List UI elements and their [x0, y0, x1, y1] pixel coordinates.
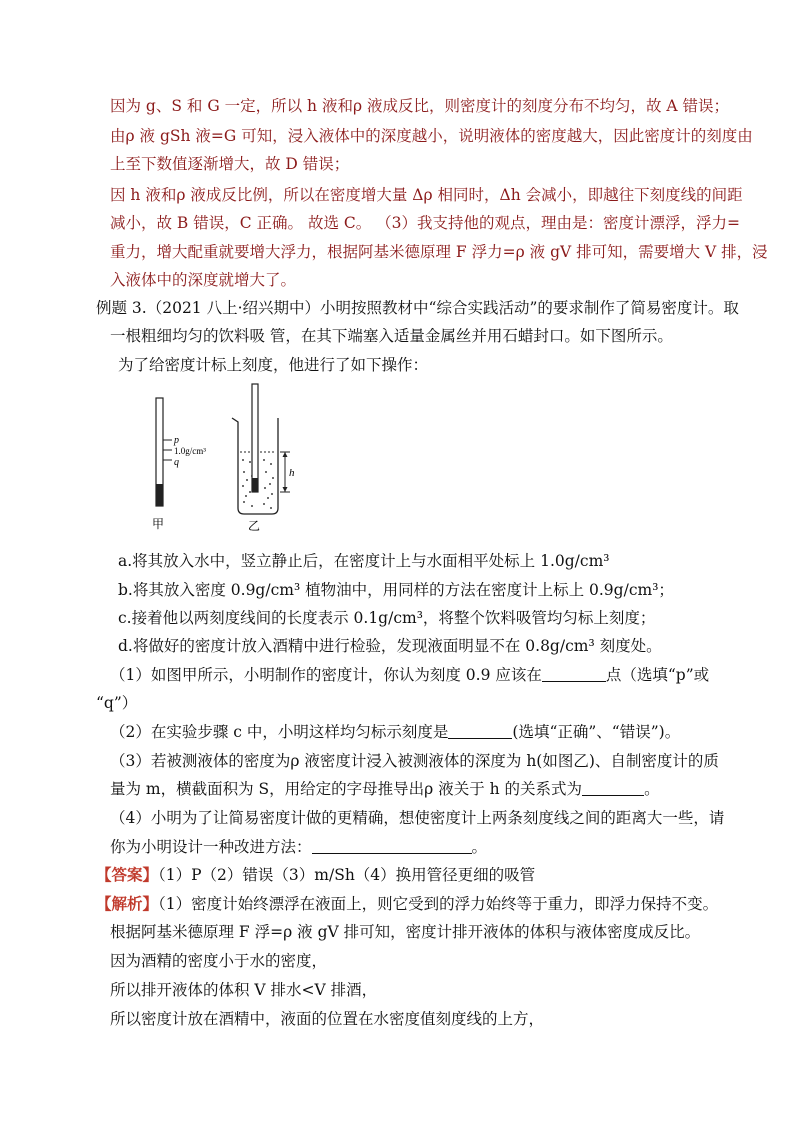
example3-line-3: 为了给密度计标上刻度，他进行了如下操作： [118, 356, 429, 374]
step-d: d.将做好的密度计放入酒精中进行检验，发现液面明显不在 0.8g/cm³ 刻度处。 [118, 637, 662, 655]
question-3-line-1: （3）若被测液体的密度为ρ 液密度计浸入被测液体的深度为 h(如图乙)、自制密度计的质 [110, 752, 719, 770]
answer-blank-2[interactable] [448, 722, 512, 739]
question-4-end: 。 [471, 838, 488, 856]
question-1-line-1 [110, 665, 709, 685]
question-1-text: （1）如图甲所示，小明制作的密度计，你认为刻度 0.9 应该在 [110, 666, 542, 684]
example3-line-2: 一根粗细均匀的饮料吸 管，在其下端塞入适量金属丝并用石蜡封口。如下图所示。 [110, 327, 673, 345]
analysis-tag: 【解析】 [96, 894, 159, 913]
question-4-line-2 [110, 837, 487, 857]
question-1-line-2: “q”） [96, 694, 138, 712]
answer-blank-4[interactable] [312, 837, 472, 854]
question-4-text: 你为小明设计一种改进方法： [110, 838, 312, 856]
caption-yi: 乙 [248, 519, 261, 533]
analysis-line-2: 根据阿基米德原理 F 浮=ρ 液 gV 排可知，密度计排开液体的体积与液体密度成反比。 [110, 923, 701, 941]
analysis-prev-line-6: 重力，增大配重就要增大浮力，根据阿基米德原理 F 浮力=ρ 液 gV 排可知，需要增大 V 排，浸 [110, 243, 768, 261]
label-q: q [174, 457, 179, 468]
analysis-prev-line-4: 因 h 液和ρ 液成反比例，所以在密度增大量 Δρ 相同时，Δh 会减小，即越往下刻度线的间距 [110, 186, 743, 204]
step-c: c.接着他以两刻度线间的长度表示 0.1g/cm³，将整个饮料吸管均匀标上刻度； [118, 609, 656, 627]
densimeter-figure [140, 380, 320, 536]
analysis-prev-line-2: 由ρ 液 gSh 液=G 可知，浸入液体中的深度越小，说明液体的密度越大，因此密度计的刻度由 [110, 127, 753, 145]
analysis-line-3: 因为酒精的密度小于水的密度， [110, 952, 328, 970]
beaker-yi [232, 384, 295, 533]
analysis-line-5: 所以密度计放在酒精中，液面的位置在水密度值刻度线的上方， [110, 1010, 545, 1028]
question-4-line-1: （4）小明为了让简易密度计做的更精确，想使密度计上两条刻度线之间的距离大一些，请 [110, 809, 725, 827]
analysis-text-1: （1）密度计始终漂浮在液面上，则它受到的浮力始终等于重力，即浮力保持不变。 [158, 895, 719, 913]
analysis-line-1 [96, 894, 718, 914]
analysis-prev-line-5: 减小，故 B 错误，C 正确。 故选 C。 （3）我支持他的观点，理由是：密度计漂浮，浮力= [110, 214, 741, 232]
question-1-text-2: 点（选填“p”或 [605, 666, 710, 684]
analysis-prev-line-7: 入液体中的深度就增大了。 [110, 271, 297, 289]
step-b: b.将其放入密度 0.9g/cm³ 植物油中，用同样的方法在密度计上标上 0.9g/cm³； [118, 581, 674, 599]
answer-tag: 【答案】 [96, 865, 159, 884]
densimeter-jia [152, 398, 206, 531]
label-p: p [174, 435, 179, 446]
analysis-prev-line-3: 上至下数值逐渐增大，故 D 错误； [110, 155, 350, 173]
example3-line-1: 例题 3.（2021 八上·绍兴期中）小明按照教材中“综合实践活动”的要求制作了简易密度计。取 [96, 299, 739, 317]
caption-jia: 甲 [152, 517, 165, 531]
question-3-text: 量为 m，横截面积为 S，用给定的字母推导出ρ 液关于 h 的关系式为 [110, 780, 583, 798]
label-mark: 1.0g/cm³ [174, 446, 206, 456]
question-2-text-2: (选填“正确”、“错误”)。 [512, 723, 681, 741]
label-h: h [289, 467, 295, 479]
step-a: a.将其放入水中，竖立静止后，在密度计上与水面相平处标上 1.0g/cm³ [118, 552, 610, 570]
answer-blank-1[interactable] [542, 665, 606, 682]
question-2 [110, 722, 680, 742]
analysis-line-4: 所以排开液体的体积 V 排水<V 排酒， [110, 981, 378, 999]
question-2-text: （2）在实验步骤 c 中，小明这样均匀标示刻度是 [110, 723, 449, 741]
question-3-end: 。 [644, 780, 660, 798]
analysis-prev-line-1: 因为 g、S 和 G 一定，所以 h 液和ρ 液成反比，则密度计的刻度分布不均匀，故 A 错误； [110, 97, 730, 115]
answer-text: （1）P（2）错误（3）m/Sh（4）换用管径更细的吸管 [158, 866, 536, 884]
answer-blank-3[interactable] [582, 779, 644, 796]
question-3-line-2 [110, 779, 660, 799]
answer-line [96, 865, 535, 885]
